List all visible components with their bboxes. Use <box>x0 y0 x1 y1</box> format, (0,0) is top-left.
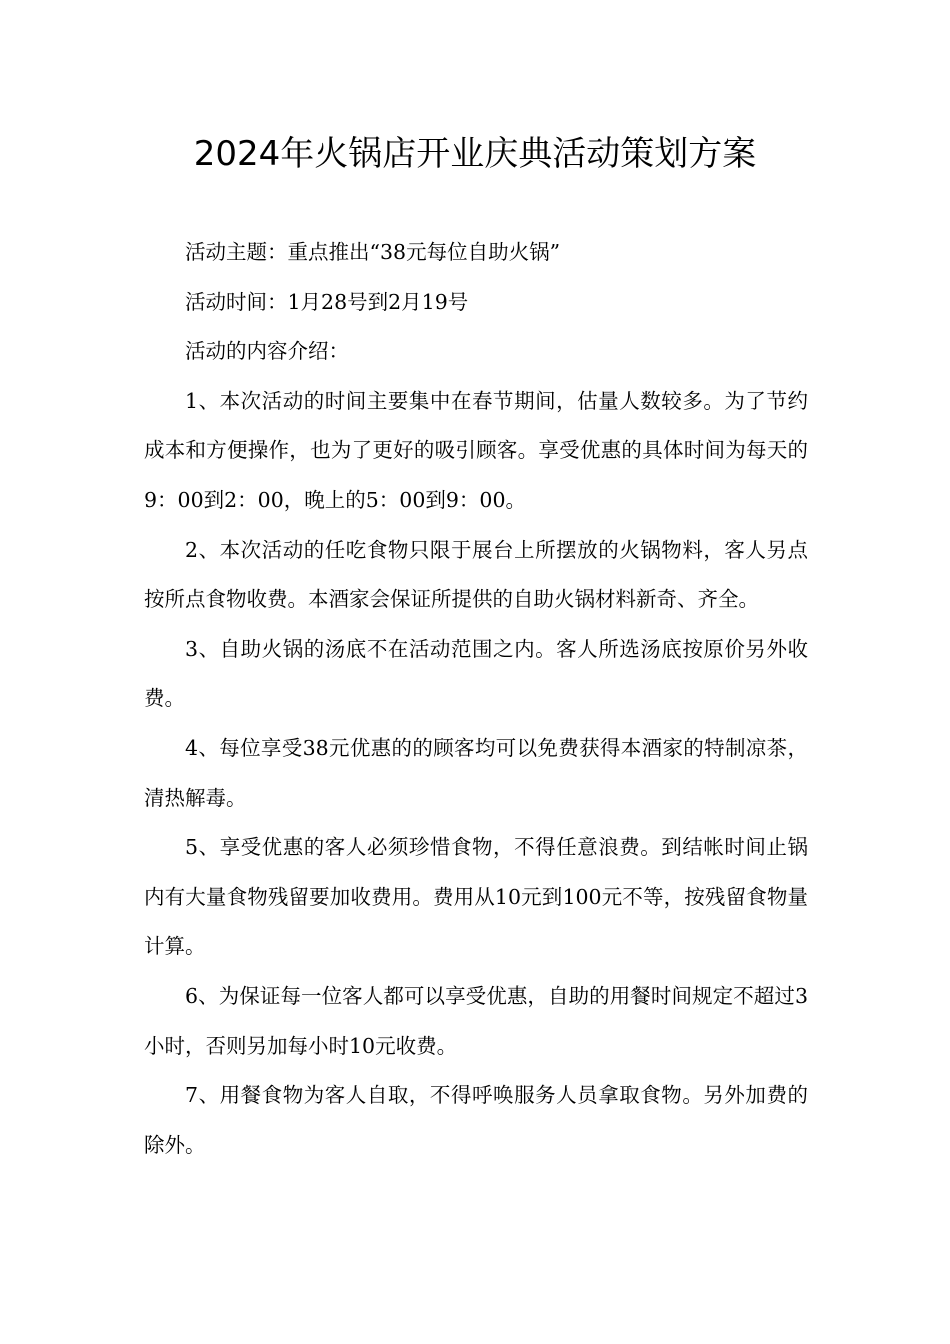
paragraph-item-1: 1、本次活动的时间主要集中在春节期间，估量人数较多。为了节约成本和方便操作，也为了更好的吸引顾客。享受优惠的具体时间为每天的9：00到2：00，晚上的5：00到9：00。 <box>144 388 808 512</box>
document-body <box>144 228 808 1170</box>
document-title: 2024年火锅店开业庆典活动策划方案 <box>193 134 757 174</box>
paragraph-item-4: 4、每位享受38元优惠的的顾客均可以免费获得本酒家的特制凉茶，清热解毒。 <box>144 735 808 810</box>
paragraph-item-6: 6、为保证每一位客人都可以享受优惠，自助的用餐时间规定不超过3小时，否则另加每小时10元收费。 <box>144 983 808 1058</box>
paragraph-theme: 活动主题：重点推出“38元每位自助火锅” <box>185 240 561 264</box>
paragraph-content-intro: 活动的内容介绍： <box>185 339 349 364</box>
paragraph-item-7: 7、用餐食物为客人自取，不得呼唤服务人员拿取食物。另外加费的除外。 <box>144 1083 808 1157</box>
paragraph-item-2: 2、本次活动的任吃食物只限于展台上所摆放的火锅物料，客人另点按所点食物收费。本酒家会保证所提供的自助火锅材料新奇、齐全。 <box>144 537 808 612</box>
paragraph-time: 活动时间：1月28号到2月19号 <box>185 289 469 314</box>
paragraph-item-5: 5、享受优惠的客人必须珍惜食物，不得任意浪费。到结帐时间止锅内有大量食物残留要加收费用。费用从10元到100元不等，按残留食物量计算。 <box>144 835 808 959</box>
paragraph-item-3: 3、自助火锅的汤底不在活动范围之内。客人所选汤底按原价另外收费。 <box>144 636 808 711</box>
